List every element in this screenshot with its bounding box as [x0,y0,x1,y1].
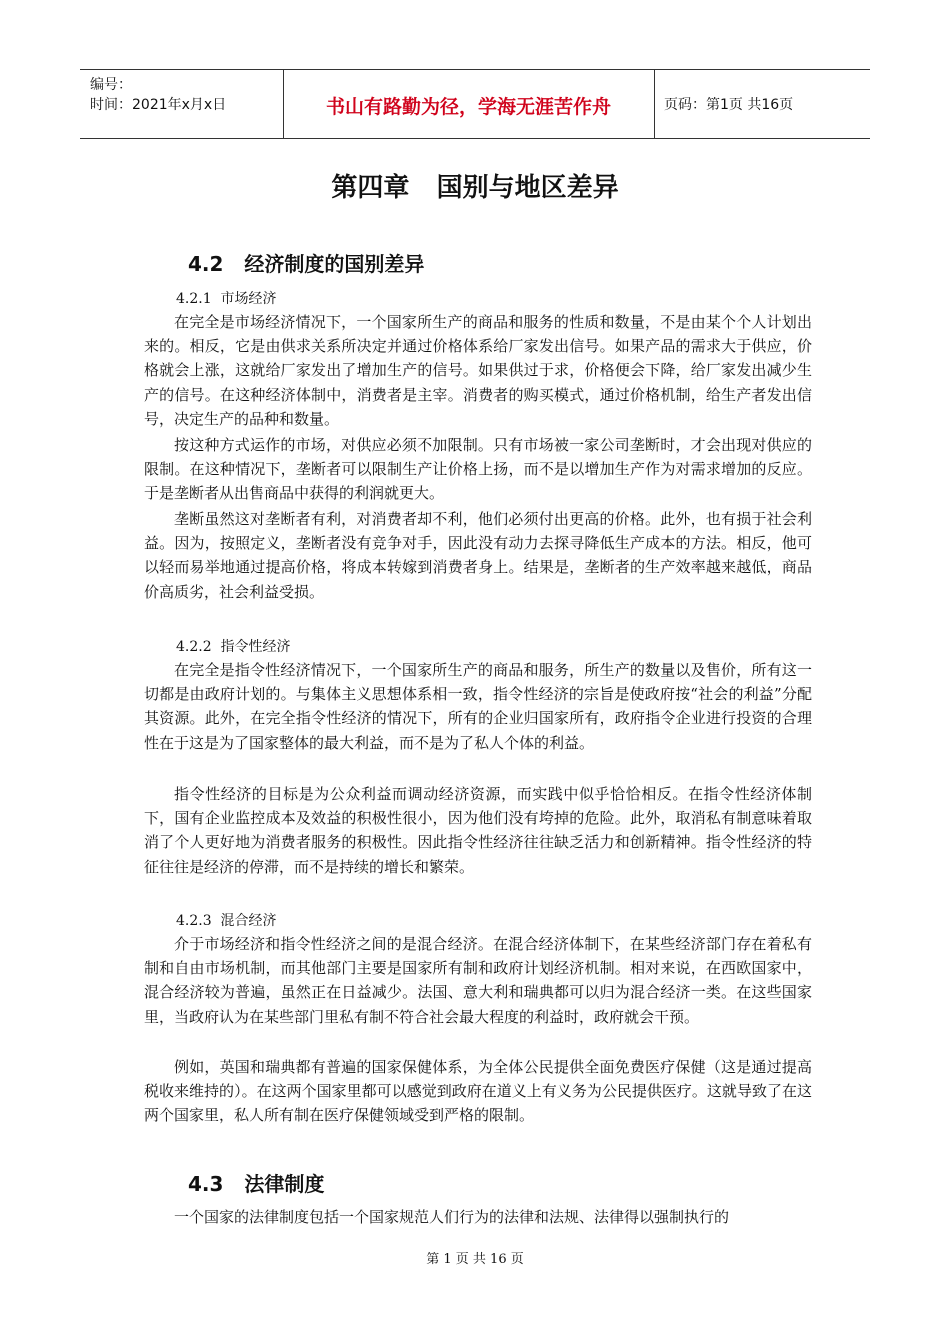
header-middle-cell [283,70,655,138]
paragraph: 按这种方式运作的市场，对供应必须不加限制。只有市场被一家公司垄断时，才会出现对供应的限制。在这种情况下，垄断者可以限制生产让价格上扬，而不是以增加生产作为对需求增加的反应。于是垄断者从出售商品中获得的利润就更大。 [144,436,812,503]
section-heading-4-3: 4.3 法律制度 [188,1172,325,1196]
paragraph: 例如，英国和瑞典都有普遍的国家保健体系，为全体公民提供全面免费医疗保健（这是通过提高税收来维持的）。在这两个国家里都可以感觉到政府在道义上有义务为公民提供医疗。这就导致了在这两个国家里，私人所有制在医疗保健领域受到严格的限制。 [144,1058,812,1125]
paragraph: 介于市场经济和指令性经济之间的是混合经济。在混合经济体制下，在某些经济部门存在着私有制和自由市场机制，而其他部门主要是国家所有制和政府计划经济机制。相对来说，在西欧国家中，混合经济较为普遍，虽然正在日益减少。法国、意大利和瑞典都可以归为混合经济一类。在这些国家里，当政府认为在某些部门里私有制不符合社会最大程度的利益时，政府就会干预。 [144,935,812,1026]
header-page-code: 页码：第1页 共16页 [664,97,794,113]
document-date-label: 时间：2021年x月x日 [90,97,227,113]
paragraph: 指令性经济的目标是为公众利益而调动经济资源，而实践中似乎恰恰相反。在指令性经济体制下，国有企业监控成本及效益的积极性很小，因为他们没有垮掉的危险。此外，取消私有制意味着取消了个人更好地为消费者服务的积极性。因此指令性经济往往缺乏活力和创新精神。指令性经济的特征往往是经济的停滞，而不是持续的增长和繁荣。 [144,785,812,876]
subsection-heading-4-2-1: 4.2.1 市场经济 [176,291,277,307]
paragraph: 在完全是指令性经济情况下，一个国家所生产的商品和服务，所生产的数量以及售价，所有这一切都是由政府计划的。与集体主义思想体系相一致，指令性经济的宗旨是使政府按“社会的利益”分配其资源。此外，在完全指令性经济的情况下，所有的企业归国家所有，政府指令企业进行投资的合理性在于这是为了国家整体的最大利益，而不是为了私人个体的利益。 [144,661,812,752]
paragraph: 在完全是市场经济情况下，一个国家所生产的商品和服务的性质和数量，不是由某个个人计划出来的。相反，它是由供求关系所决定并通过价格体系给厂家发出信号。如果产品的需求大于供应，价格就会上涨，这就给厂家发出了增加生产的信号。如果供过于求，价格便会下降，给厂家发出减少生产的信号。在这种经济体制中，消费者是主宰。消费者的购买模式，通过价格机制，给生产者发出信号，决定生产的品种和数量。 [144,313,812,428]
header-left-cell [80,70,284,138]
page-footer: 第 1 页 共 16 页 [426,1252,524,1267]
chapter-title: 第四章 国别与地区差异 [331,173,619,203]
paragraph: 一个国家的法律制度包括一个国家规范人们行为的法律和法规、法律得以强制执行的 [174,1208,730,1226]
paragraph: 垄断虽然这对垄断者有利，对消费者却不利，他们必须付出更高的价格。此外，也有损于社会利益。因为，按照定义，垄断者没有竞争对手，因此没有动力去探寻降低生产成本的方法。相反，他可以轻而易举地通过提高价格，将成本转嫁到消费者身上。结果是，垄断者的生产效率越来越低，商品价高质劣，社会利益受损。 [144,510,812,601]
document-header [80,69,870,139]
section-heading-4-2: 4.2 经济制度的国别差异 [188,252,425,276]
header-right-cell [654,70,870,138]
subsection-heading-4-2-2: 4.2.2 指令性经济 [176,639,291,655]
document-number-label: 编号： [90,77,132,93]
subsection-heading-4-2-3: 4.2.3 混合经济 [176,913,277,929]
header-motto: 书山有路勤为径，学海无涯苦作舟 [325,96,611,118]
